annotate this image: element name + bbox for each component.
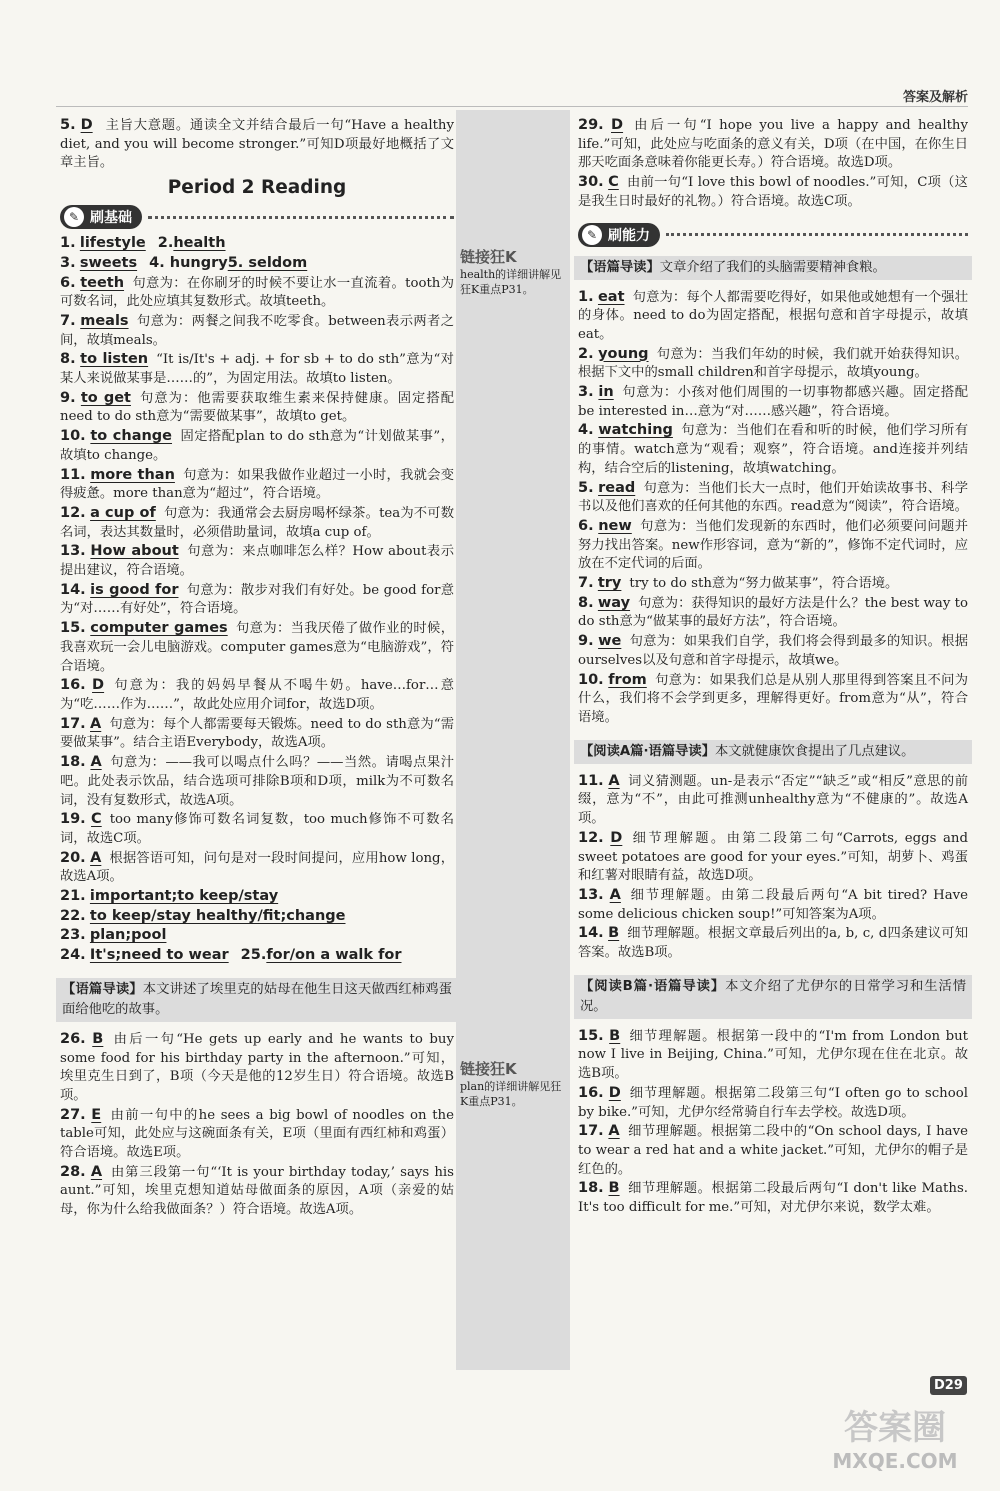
answer-item [60,926,454,946]
answer-item [60,619,454,676]
answer-text: 细节理解题。根据文章最后列出的a, b, c, d四条建议可知答案。故选B项。 [578,926,968,961]
answer-ans: more than [90,466,175,483]
answer-ans: D [608,1084,621,1101]
answer-item [578,594,968,632]
section-divider [148,216,454,219]
answer-num: 24. [60,947,86,964]
side-note-text: health的详细讲解见狂K重点P31。 [460,268,562,296]
answer-ans: to keep/stay healthy/fit;change [89,907,346,924]
answer-text: 句意为：当他们在看和听的时候，他们学习所有的事情。watch意为“观看；观察”，符合语境。and连接并列结构，结合空后的listening，故填watching。 [578,423,969,476]
answer-item [60,1030,454,1106]
answer-text: 句意为：如果我们总是从别人那里得到答案且不问为什么，我们将不会学到更多，理解得更好。from意为“从”，符合语境。 [578,672,969,725]
answer-num: 18. [60,754,86,771]
side-note-title: 链接狂K [460,248,517,266]
answer-item [60,234,454,254]
answer-text: 细节理解题。根据第一段中的“I'm from London but now I live in Beijing, China.”可知，尤伊尔现在住在北京。故选B项。 [578,1028,968,1082]
answer-item [578,1122,968,1179]
answer-num: 26. [60,1030,86,1047]
answer-item [578,772,968,829]
answer-item [578,924,968,962]
answer-num: 8. [60,351,76,368]
answer-item [60,676,454,714]
ability-answer-list [578,288,968,728]
answer-item [60,389,454,427]
answer-num: 9. [60,389,76,406]
left-column [60,116,454,1220]
basic-answer-list [60,234,454,966]
answer-ans: watching [598,422,673,439]
answer-item [578,1084,968,1122]
answer-num: 14. [578,925,604,942]
answer-item [578,173,968,211]
answer-item: 5. D 主旨大意题。通读全文并结合最后一句“Have a healthy diet, and you will become stronger.”可知D项最好地概括了文章主旨。 [60,117,454,171]
reading-b-answer-list [578,1027,968,1218]
answer-num: 7. [60,312,76,329]
answer-num: 6. [578,517,594,534]
watermark-logo: 答案圈 MXQE.COM [832,1408,958,1473]
answer-ans: D [610,829,623,846]
answer-item [578,829,968,886]
answer-num: 23. [60,927,86,944]
answer-ans: teeth [80,274,125,291]
answer-num: 3. [578,384,594,401]
answer-ans: to listen [80,351,149,368]
answer-text: 句意为：当我厌倦了做作业的时候，我喜欢玩一会儿电脑游戏。computer games意为“电脑游戏”，符合语境。 [60,621,454,674]
answer-item [60,715,454,753]
answer-text: 句意为：——我可以喝点什么吗？——当然。请喝点果汁吧。此处表示饮品，结合选项可排除B项和D项，milk为不可数名词，没有复数形式，故选A项。 [60,755,454,808]
answer-ans: young [598,345,649,362]
answer-item [578,1179,968,1217]
answer-num: 14. [60,581,86,598]
section-basic: ✎ 刷基础 [60,202,454,232]
answer-item [60,849,454,887]
answer-num: 16. [60,677,86,694]
answer-ans: sweets [79,254,138,271]
answer-text: 句意为：当他们长大一点时，他们开始读故事书、科学书以及他们喜欢的任何其他的东西。read意为“阅读”，符合语境。 [578,480,968,515]
passage-intro: 【语篇导读】本文讲述了埃里克的姑母在他生日这天做西红柿鸡蛋面给他吃的故事。 [56,978,458,1022]
answer-text: 句意为：在你刷牙的时候不要让水一直流着。tooth为可数名词，此处应填其复数形式。故填teeth。 [60,275,454,310]
answer-item [578,345,968,383]
answer-item [578,383,968,421]
answer-num: 12. [578,829,604,846]
answer-text: try to do sth意为“努力做某事”，符合语境。 [629,576,899,592]
answer-item [60,1163,454,1220]
side-note-health [460,250,568,297]
answer-num: 10. [578,671,604,688]
answer-text: 根据答语可知，问句是对一段时间提问，应用how long，故选A项。 [60,850,454,885]
answer-text: 细节理解题。由第二段第二句“Carrots, eggs and sweet potatoes are good for your eyes.”可知，胡萝卜、鸡蛋和红薯对眼睛有益，故选D项。 [578,830,969,884]
answer-ans: we [598,633,622,650]
answer-text: 句意为：我的妈妈早餐从不喝牛奶。have…for…意为“吃……作为……”，故此处应用介词for，故选D项。 [60,678,455,712]
answer-item [60,350,454,388]
answer-text: 细节理解题。由第二段最后两句“A bit tired? Have some delicious chicken soup!”可知答案为A项。 [578,887,968,922]
answer-text: 细节理解题。根据第二段第三句“I often go to school by bike.”可知，尤伊尔经常骑自行车去学校。故选D项。 [578,1085,968,1120]
answer-ans: C [91,811,102,828]
answer-item [60,581,454,619]
answer-ans: B [609,1027,621,1044]
answer-item [578,116,968,173]
answer-ans: read [598,479,636,496]
answer-num: 15. [578,1027,604,1044]
answer-ans: A [608,1123,620,1140]
answer-ans: A [90,715,102,732]
answer-item [60,274,454,312]
reading-a-intro: 【阅读A篇·语篇导读】本文就健康饮食提出了几点建议。 [574,740,972,764]
answer-num: 13. [578,886,604,903]
passage-intro: 【语篇导读】文章介绍了我们的头脑需要精神食粮。 [574,256,972,280]
answer-ans: It's;need to wear [89,947,229,964]
answer-item [60,907,454,927]
answer-ans: to get [80,389,131,406]
answer-ans: in [598,384,614,401]
answer-num: 8. [578,594,594,611]
answer-text: 词义猜测题。un-是表示“否定”“缺乏”或“相反”意思的前缀，意为“不”，由此可推测unhealthy意为“不健康的”。故选A项。 [578,773,968,827]
answer-text: 句意为：他需要获取维生素来保持健康。固定搭配need to do sth意为“需要做某事”，故填to get。 [60,390,454,425]
answer-ans: E [91,1106,102,1123]
answer-num: 6. [60,274,76,291]
answer-item [578,886,968,924]
answer-item [578,1027,968,1084]
answer-text: 句意为：当他们发现新的东西时，他们必须要问问题并努力找出答案。new作形容词，意为“新的”，修饰不定代词时，应放在不定代词的后面。 [578,518,968,572]
answer-item [60,504,454,542]
side-note-plan [460,1062,568,1109]
answer-text: too many修饰可数名词复数，too much修饰不可数名词，故选C项。 [60,812,454,846]
answer-item [60,1106,454,1163]
answer-num: 21. [60,888,86,905]
header-rule [56,106,968,107]
answer-item [60,946,454,966]
answer-text: 固定搭配plan to do sth意为“计划做某事”，故填to change。 [60,429,454,463]
answer-item [60,466,454,504]
answer-item [60,254,454,274]
book-icon: ✎ [582,225,602,245]
answer-num: 19. [60,811,86,828]
reading-b-intro: 【阅读B篇·语篇导读】本文介绍了尤伊尔的日常学习和生活情况。 [574,975,972,1019]
answer-item [578,517,968,574]
answer-item [578,574,968,594]
answer-num: 13. [60,543,86,560]
answer-extra: 2. [157,235,174,252]
margin-band [456,110,570,1370]
answer-item [60,312,454,350]
answer-text: 句意为：小孩对他们周围的一切事物都感兴趣。固定搭配be interested in…意为“对……感兴趣”，符合语境。 [578,385,969,419]
answer-num: 4. [578,422,594,439]
answer-num: 7. [578,575,594,592]
answer-text: 由后一句“He gets up early and he wants to buy some food for his birthday party in the afternoon.”可知，埃里克生日到了，B项（今天是他的12岁生日）符合语境。故选B项。 [60,1031,454,1103]
answer-ans: meals [80,312,129,329]
answer-num: 10. [60,428,86,445]
answer-text: 细节理解题。根据第二段中的“On school days, I have to wear a red hat and a white jacket.”可知，尤伊尔的帽子是红色的。 [578,1124,968,1177]
page-header: 答案及解析 [902,90,968,105]
answer-num: 28. [60,1163,86,1180]
answer-text: 句意为：每个人都需要吃得好，如果他或她想有一个强壮的身体。need to do为固定搭配，根据句意和首字母提示，故填eat。 [578,289,969,342]
answer-ans: to change [90,428,173,445]
answer-ans: A [608,772,620,789]
answer-item [60,810,454,848]
answer-text: “It is/It's + adj. + for sb + to do sth”意为“对某人来说做某事是……的”，为固定用法。故填to listen。 [60,352,454,387]
answer-extra: 25. [240,947,267,964]
answer-extra: 4. hungry [149,254,228,271]
answer-num: 11. [578,772,604,789]
answer-ans: is good for [90,581,179,598]
answer-text: 句意为：我通常会去厨房喝杯绿茶。tea为不可数名词，表达其数量时，必须借助量词，故填a cup of。 [60,505,454,540]
answer-ans: A [90,849,102,866]
answer-num: 16. [578,1084,604,1101]
reading-a-answer-list [578,772,968,963]
period-title: Period 2 Reading [167,177,347,199]
answer-text: 由前一句中的he sees a big bowl of noodles on the table可知，此处应与这碗面条有关，E项（里面有西红柿和鸡蛋）符合语境。故选E项。 [60,1107,454,1161]
answer-num: 18. [578,1180,604,1197]
answer-ans: A [609,886,621,903]
answer-ans: C [608,174,619,191]
right-column [578,116,968,1218]
answer-ans: from [608,671,647,688]
answer-text: 句意为：如果我做作业超过一小时，我就会变得疲惫。more than意为“超过”，符合语境。 [60,467,455,502]
answer-extra-ans: 5. seldom [227,254,308,271]
answer-item [578,479,968,517]
answer-ans: plan;pool [89,927,167,944]
answer-num: 2. [578,345,594,362]
answer-ans: B [92,1030,104,1047]
answer-ans: new [598,517,632,534]
answer-ans: important;to keep/stay [89,888,279,905]
answer-item [60,542,454,580]
answer-ans: D [92,677,105,694]
answer-text: 细节理解题。根据第二段最后两句“I don't like Maths. It's too difficult for me.”可知，对尤伊尔来说，数学太难。 [578,1181,968,1216]
answer-num: 1. [60,235,76,252]
side-note-text: plan的详细讲解见狂K重点P31。 [460,1080,562,1108]
answer-text: 句意为：获得知识的最好方法是什么？the best way to do sth意为“做某事的最好方法”，符合语境。 [578,595,968,630]
answer-text: 由前一句“I love this bowl of noodles.”可知，C项（这是我生日时最好的礼物。）符合语境。故选C项。 [578,175,968,209]
answer-text: 句意为：散步对我们有好处。be good for意为“对……有好处”，符合语境。 [60,582,454,617]
answer-num: 3. [60,254,76,271]
answer-text: 句意为：两餐之间我不吃零食。between表示两者之间，故填meals。 [60,313,454,348]
answer-num: 11. [60,466,86,483]
answer-num: 20. [60,849,86,866]
section-ability: ✎ 刷能力 [578,220,968,250]
answer-num: 15. [60,620,86,637]
side-note-title: 链接狂K [460,1060,517,1078]
answer-ans: D [611,117,624,133]
answer-item [60,887,454,907]
answer-num: 12. [60,504,86,521]
answer-num: 30. [578,174,604,191]
answer-num: 27. [60,1106,86,1123]
answer-num: 5. [578,479,594,496]
answer-num: 29. [578,117,604,133]
answer-ans: How about [90,543,179,560]
answer-num: 17. [60,715,86,732]
answer-num: 17. [578,1123,604,1140]
cloze-answer-list-cont [578,116,968,212]
answer-ans: a cup of [90,504,156,521]
answer-ans: B [608,1180,620,1197]
answer-text: 由第三段第一句“‘It is your birthday today,’ says his aunt.”可知，埃里克想知道姑母做面条的原因，A项（亲爱的姑母，你为什么给我做面条？）符合语境。故选A项。 [60,1164,454,1218]
answer-extra-ans: for/on a walk for [266,947,402,964]
answer-item [578,421,968,478]
answer-ans: computer games [90,620,228,637]
answer-text: 句意为：如果我们自学，我们将会得到最多的知识。根据ourselves以及句意和首字母提示，故填we。 [578,634,968,668]
cloze-answer-list [60,1030,454,1220]
book-icon: ✎ [64,207,84,227]
answer-item [578,671,968,728]
answer-text: 由后一句“I hope you live a happy and healthy life.”可知，此处应与吃面条的意义有关，D项（在中国，在你生日那天吃面条意味着你能更长寿。）符合语境。故选D项。 [578,118,968,171]
answer-num: 22. [60,907,86,924]
answer-ans: way [597,594,631,611]
answer-item [60,427,454,465]
answer-ans: lifestyle [79,235,146,252]
answer-extra-ans: health [173,235,226,252]
answer-text: 句意为：当我们年幼的时候，我们就开始获得知识。根据下文中的small children和首字母提示，故填young。 [578,346,969,381]
answer-item [578,632,968,670]
answer-ans: A [90,754,102,771]
answer-ans: eat [597,288,625,305]
answer-num: 1. [578,288,594,305]
answer-ans: try [597,575,622,592]
answer-ans: B [608,925,620,942]
answer-ans: A [90,1163,103,1180]
answer-text: 句意为：来点咖啡怎么样？How about表示提出建议，符合语境。 [60,544,454,579]
answer-num: 9. [578,633,594,650]
answer-item [60,753,454,810]
section-divider [666,233,968,236]
page-number: D29 [930,1376,967,1395]
answer-text: 句意为：每个人都需要每天锻炼。need to do sth意为“需要做某事”。结合主语Everybody，故选A项。 [60,716,454,751]
answer-item [578,288,968,345]
